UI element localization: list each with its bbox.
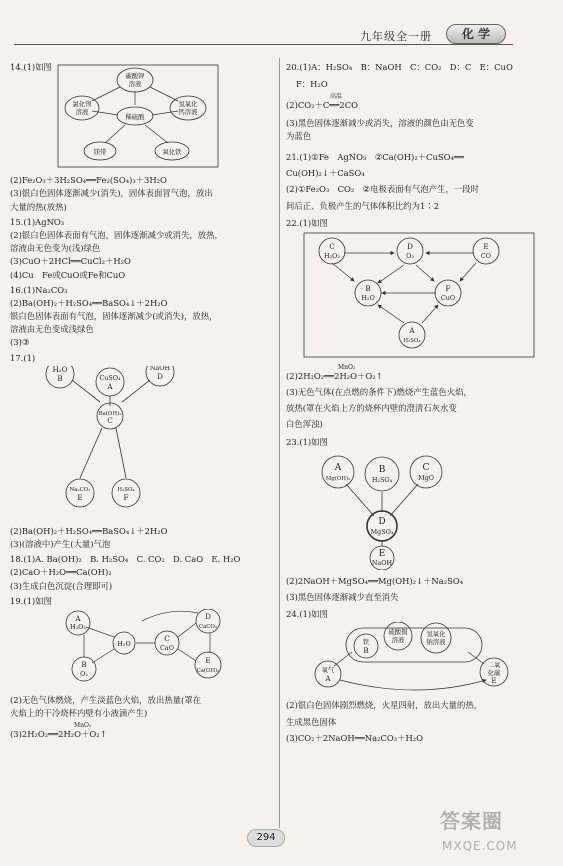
q19-diagram <box>10 609 276 689</box>
q24-line-4: (3)CO₂＋2NaOH══Na₂CO₃＋H₂O <box>286 732 423 743</box>
q15-line-5: (4)Cu Fe或CuO或Fe和CuO <box>10 269 126 280</box>
q22-line-2: (2)2H₂O₂══2H₂O＋O₂↑ <box>286 370 383 381</box>
question-24 <box>286 609 548 746</box>
q22-node-c-l2: CO <box>480 251 492 260</box>
q16-line-3: 银白色固体表面有气泡，固体逐渐减少(或消失)，放热， <box>10 311 218 322</box>
q14-node-a-l1: 碳酸钾 <box>125 72 145 81</box>
q23-line-3: (3)黑色固体逐渐减少直至消失 <box>286 592 399 602</box>
q14-line-1: 14.(1)如图 <box>10 62 52 72</box>
q19-node-e-l1: D <box>205 611 211 621</box>
page-header <box>0 0 563 52</box>
q19-node-a-l2: H₂O₂ <box>70 622 86 631</box>
q22-node-d-l1: B <box>365 283 371 293</box>
question-21 <box>286 152 548 214</box>
q14-node-c-l1: 氢氧化 <box>178 100 198 109</box>
q17-node-d-l2: C <box>107 415 113 425</box>
q23-node-e-l1: E <box>378 548 386 559</box>
q21-line-3: (2)①Fe₂O₃ CO₂ ②电极表面有气泡产生，一段时 <box>286 184 480 195</box>
q24-line-2: (2)银白色固体剧烈燃烧，火星四射，放出大量的热， <box>286 700 483 711</box>
q19-line-2: (2)无色气体燃烧，产生淡蓝色火焰，放出热量(罩在 <box>10 694 202 705</box>
page-number: 294 <box>247 829 285 847</box>
q22-node-f-l2: H₂SO₄ <box>403 337 421 344</box>
q19-node-b-l1: B <box>81 659 87 669</box>
q24-node-e-l1: 二氧 <box>487 661 501 670</box>
q22-line-3: (3)无色气体(在点燃的条件下)燃烧产生蓝色火焰， <box>286 387 472 398</box>
watermark-url: MXQE.COM <box>442 839 518 853</box>
q22-diagram <box>286 231 548 361</box>
q19-node-f-l2: Ca(OH)₂ <box>196 667 220 674</box>
q17-node-e-l2: E <box>77 492 83 502</box>
q23-node-a-l1: A <box>334 462 342 473</box>
q22-node-b-l2: O₂ <box>406 251 414 260</box>
q19-line-4: (3)2H₂O₂══2H₂O＋O₂↑ <box>10 729 107 740</box>
q14-node-b-l1: 氯化钡 <box>72 100 92 109</box>
q17-diagram <box>10 366 276 526</box>
q22-node-d-l2: H₂O <box>361 293 375 302</box>
q15-line-2: (2)银白色固体表面有气泡，固体逐渐减少或消失，放热， <box>10 229 223 240</box>
q24-line-1: 24.(1)如图 <box>286 609 328 620</box>
q24-node-d-l2: 钠溶液 <box>426 638 446 647</box>
q19-node-f-l1: E <box>205 655 211 665</box>
q19-node-d-l1: C <box>164 633 170 643</box>
q19-line-3: 火焰上的干冷烧杯内壁有小液滴产生) <box>10 708 148 719</box>
question-22 <box>286 218 548 433</box>
q15-line-3: 溶液由无色变为(浅)绿色 <box>10 243 101 254</box>
q14-node-f-l: 氧化铁 <box>162 148 182 157</box>
q17-node-a-l2: B <box>57 373 63 383</box>
q20-line-1b: F：H₂O <box>296 79 328 90</box>
q24-node-b-l1: 铁 <box>362 638 370 647</box>
q24-node-e-l2: 化碳 <box>487 669 501 678</box>
q17-node-d-l1: Ba(OH)₂ <box>98 410 122 417</box>
q17-line-1: 17.(1) <box>10 352 36 363</box>
q24-line-3: 生成黑色固体 <box>286 716 337 727</box>
q20-line-2-wrap <box>286 93 548 113</box>
q21-line-2: Cu(OH)₂↓＋CaSO₄ <box>286 168 365 179</box>
q24-diagram <box>286 622 548 694</box>
q22-node-e-l2: CuO <box>440 293 456 302</box>
q19-node-a-l1: A <box>75 613 81 623</box>
q19-node-c-l: H₂O <box>117 639 131 648</box>
q22-node-c-l1: E <box>483 241 489 251</box>
q23-diagram <box>286 450 548 570</box>
question-20 <box>286 62 548 144</box>
column-divider <box>279 58 280 828</box>
q19-line-4-cond: MnO₂ <box>74 722 92 730</box>
q16-line-4: 溶液由无色变成浅绿色 <box>10 324 94 335</box>
q17-node-e-l1: Na₂CO₃ <box>69 486 91 493</box>
q21-line-4: 间后正、负极产生的气体体积比约为1∶2 <box>286 200 440 211</box>
q20-line-3: (3)黑色固体逐渐减少或消失，溶液的颜色由无色变 <box>286 117 474 128</box>
q20-line-2-cond: 高温 <box>330 93 343 101</box>
q16-line-2: (2)Ba(OH)₂＋H₂SO₄══BaSO₄↓＋2H₂O <box>10 297 168 308</box>
q17-node-b-l2: A <box>107 381 113 391</box>
q14-node-a-l2: 溶液 <box>128 80 142 89</box>
subject-badge: 化 学 <box>446 24 506 44</box>
q20-line-2: (2)CO₂＋C══2CO <box>286 100 358 111</box>
header-rule <box>14 44 513 45</box>
q15-line-1: 15.(1)AgNO₃ <box>10 216 65 227</box>
q22-node-a-l2: H₂O₂ <box>324 251 340 260</box>
q18-line-1: 18.(1)A. Ba(OH)₂ B. H₂SO₄ C. CO₂ D. CaO E. H₂O <box>10 554 241 565</box>
q18-line-3: (3)生成白色沉淀(合理即可) <box>10 580 113 591</box>
question-14 <box>10 62 276 215</box>
q24-node-e-l3: E <box>491 676 497 686</box>
q19-line-1: 19.(1)如图 <box>10 595 52 606</box>
q19-node-b-l2: O₂ <box>80 669 88 678</box>
q14-line-2: (2)Fe₂O₃＋3H₂SO₄══Fe₂(SO₄)₃＋3H₂O <box>10 175 167 186</box>
q16-line-1: 16.(1)Na₂CO₃ <box>10 284 68 295</box>
q17-node-b-l1: CuSO₄ <box>99 373 121 382</box>
q19-node-e-l2: CaCO₃ <box>198 623 218 630</box>
q17-node-f-l2: F <box>123 492 129 502</box>
q24-node-c-l2: 溶液 <box>391 636 405 645</box>
q16-line-5: (3)③ <box>10 337 30 348</box>
q14-node-e-l: 镁带 <box>93 148 107 157</box>
q23-node-d-l1: D <box>378 516 386 527</box>
q22-line-2-cond: MnO₂ <box>338 363 356 371</box>
right-column <box>286 62 548 842</box>
q17-node-c-l1: NaOH <box>149 365 171 372</box>
question-17 <box>10 353 276 553</box>
q24-node-c-l1: 硫酸铜 <box>388 628 408 637</box>
q19-node-d-l2: CaO <box>160 643 174 652</box>
left-column <box>10 62 276 842</box>
q22-node-a-l1: C <box>329 241 335 251</box>
q23-node-e-l2: NaOH <box>371 558 393 567</box>
q17-line-3: (3)(溶液中)产生(大量)气泡 <box>10 539 111 549</box>
q23-node-c-l1: C <box>422 462 430 473</box>
question-18 <box>10 554 276 594</box>
q17-line-2: (2)Ba(OH)₂＋H₂SO₄══BaSO₄↓＋2H₂O <box>10 525 168 536</box>
q23-node-c-l2: MgO <box>418 473 434 482</box>
q22-line-4: 放热(罩在火焰上方的烧杯内壁的澄清石灰水变 <box>286 403 457 414</box>
q14-node-b-l2: 溶液 <box>75 108 89 117</box>
question-16 <box>10 285 276 351</box>
question-23 <box>286 437 548 606</box>
q20-line-1: 20.(1)A：H₂SO₄ B：NaOH C：CO₂ D：C E：CuO <box>286 62 513 72</box>
q23-line-2: (2)2NaOH＋MgSO₄══Mg(OH)₂↓＋Na₂SO₄ <box>286 575 464 586</box>
q22-line-2-wrap <box>286 363 548 384</box>
q14-node-c-l2: 钙溶液 <box>178 108 198 117</box>
q23-line-1: 23.(1)如图 <box>286 436 328 447</box>
question-15 <box>10 217 276 283</box>
q23-node-d-l2: MgSO₄ <box>370 527 394 536</box>
watermark-text: 答案圈 <box>440 809 503 833</box>
q22-node-e-l1: F <box>445 283 451 293</box>
q24-node-d-l1: 氢氧化 <box>426 630 446 639</box>
q14-line-4: 大量的热(放热) <box>10 201 67 212</box>
q24-node-a-l1: 氧气 <box>321 666 335 675</box>
q22-line-5: 白色浑浊) <box>286 419 323 430</box>
book-title: 九年级全一册 <box>360 30 432 43</box>
q23-node-a-l2: Mg(OH)₂ <box>325 475 351 482</box>
question-19 <box>10 596 276 743</box>
q14-diagram <box>10 63 276 171</box>
q14-line-3: (3)银白色固体逐渐减少(消失)，固体表面冒气泡，放出 <box>10 188 213 199</box>
q17-node-f-l1: H₂SO₄ <box>117 486 135 493</box>
q22-line-1: 22.(1)如图 <box>286 217 328 228</box>
q21-line-1: 21.(1)①Fe AgNO₃ ②Ca(OH)₂＋CuSO₄══ <box>286 151 464 162</box>
q24-node-b-l2: B <box>363 646 369 656</box>
q24-node-a-l2: A <box>325 674 331 684</box>
q20-line-4: 为蓝色 <box>286 130 312 141</box>
q22-node-f-l1: A <box>409 325 415 335</box>
q17-node-c-l2: D <box>157 371 163 381</box>
q14-node-d-l: 稀硫酸 <box>125 113 145 122</box>
q15-line-4: (3)CuO＋2HCl══CuCl₂＋H₂O <box>10 256 131 267</box>
q18-line-2: (2)CaO＋H₂O══Ca(OH)₂ <box>10 567 112 578</box>
q17-node-a-l1: H₂O <box>52 365 68 374</box>
q23-node-b-l2: H₂SO₄ <box>371 475 393 484</box>
q19-line-4-wrap <box>10 722 276 742</box>
q23-node-b-l1: B <box>378 464 386 475</box>
q22-node-b-l1: D <box>407 241 413 251</box>
